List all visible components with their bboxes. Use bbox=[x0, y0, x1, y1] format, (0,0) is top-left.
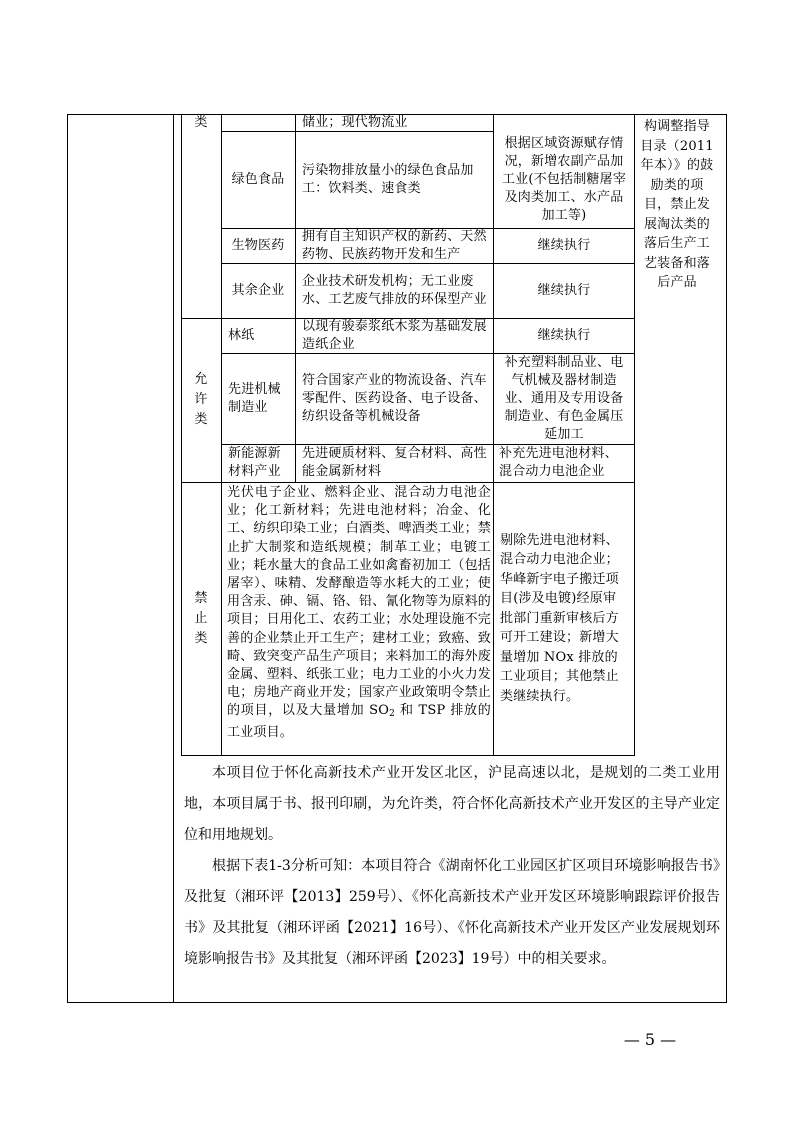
forbidden-desc-tail: 和 TSP 排放的工业项目。 bbox=[227, 703, 491, 740]
inner-col-divider-2 bbox=[295, 114, 296, 482]
allowed-row-1-desc: 符合国家产业的物流设备、汽车零配件、医药设备、电子设备、纺织设备等机械设备 bbox=[302, 372, 487, 424]
row-line-8 bbox=[181, 755, 634, 756]
forbidden-desc-subscript: 2 bbox=[389, 709, 396, 720]
outer-right-border bbox=[726, 114, 727, 1003]
page-number: — 5 — bbox=[623, 1030, 677, 1049]
allowed-row-0-industry: 林纸 bbox=[228, 327, 255, 343]
outer-bottom-border bbox=[67, 1002, 727, 1003]
row-1-adjust: 根据区域资源赋存情况，新增农副产品加工业(不包括制糖屠宰及肉类加工、水产品加工等) bbox=[501, 135, 627, 223]
row-3-industry: 其余企业 bbox=[231, 282, 285, 298]
allowed-row-2-adjust: 补充先进电池材料、混合动力电池企业 bbox=[499, 446, 618, 479]
inner-left-border bbox=[181, 114, 182, 756]
allowed-row-0-desc: 以现有骏泰浆纸木浆为基础发展造纸企业 bbox=[302, 318, 487, 352]
forbidden-category: 禁止类 bbox=[194, 590, 208, 646]
row-3-desc: 企业技术研发机构；无工业废水、工艺废气排放的环保型产业 bbox=[302, 273, 487, 307]
forbidden-desc-main: 光伏电子企业、燃料企业、混合动力电池企业；化工新材料；先进电池材料；冶金、化工、纺织印染工业；白酒类、啤酒类工业；禁止扩大制浆和造纸规模；制革工业；电镀工业；耗水量大的食品工业如禽畜初加工（包括屠宰）、味精、发酵酿造等水耗大的工业；使用含汞、砷、镉、铬、铅、氰化物等为原料的项目；日用化工、农药工业；水处理设施不完善的企业禁止开工生产；建材工业；致癌、致畸、致突变产品生产项目；来料加工的海外废金属、塑料、纸张工业；电力工业的小火力发电；房地产商业开发；国家产业政策明令禁止的项目，以及大量增加 SO bbox=[227, 485, 492, 719]
paragraph-1: 本项目位于怀化高新技术产业开发区北区，沪昆高速以北，是规划的二类工业用地，本项目属于书、报刊印刷，为允许类，符合怀化高新技术产业开发区的主导产业定位和用地规划。 bbox=[184, 765, 720, 843]
allowed-row-1-adjust: 补充塑料制品业、电气机械及器材制造业、通用及专用设备制造业、有色金属压延加工 bbox=[504, 354, 624, 442]
right-note: 构调整指导目录（2011年本）》的鼓励类的项目，禁止发展淘汰类的落后生产工艺装备和落后产品 bbox=[640, 119, 714, 290]
outer-divider bbox=[173, 114, 174, 1003]
row-0-desc: 储业；现代物流业 bbox=[302, 115, 408, 130]
inner-col-divider-4 bbox=[634, 114, 635, 756]
paragraph-2: 根据下表1-3分析可知：本项目符合《湖南怀化工业园区扩区项目环境影响报告书》及批复（湘环评【2013】259号）、《怀化高新技术产业开发区环境影响跟踪评价报告书》及其批复（湘环评函【2021】16号）、《怀化高新技术产业开发区产业发展规划环境影响报告书》及其批复（湘环评函【2023】19号）中的相关要求。 bbox=[184, 858, 720, 967]
allowed-row-0-adjust: 继续执行 bbox=[537, 327, 591, 343]
row-3-adjust: 继续执行 bbox=[537, 282, 591, 298]
row-2-desc: 拥有自主知识产权的新药、天然药物、民族药物开发和生产 bbox=[302, 228, 487, 262]
allowed-row-1-industry: 先进机械制造业 bbox=[228, 381, 281, 415]
row-2-industry: 生物医药 bbox=[231, 237, 285, 253]
allowed-row-2-desc: 先进硬质材料、复合材料、高性能金属新材料 bbox=[302, 446, 487, 479]
allowed-category: 允许类 bbox=[194, 372, 208, 427]
row-2-adjust: 继续执行 bbox=[537, 237, 591, 253]
allowed-row-2-industry: 新能源新材料产业 bbox=[228, 446, 281, 479]
row-1-industry: 绿色食品 bbox=[231, 171, 285, 187]
outer-left-border bbox=[67, 114, 68, 1003]
forbidden-adjust: 剔除先进电池材料、混合动力电池企业；华峰新宇电子搬迁项目(涉及电镀)经原审批部门重新审核后方可开工建设；新增大量增加 NOx 排放的工业项目；其他禁止类继续执行。 bbox=[500, 532, 619, 704]
top-category-tail: 类 bbox=[194, 115, 208, 130]
inner-col-divider-3 bbox=[493, 114, 494, 756]
row-1-desc: 污染物排放量小的绿色食品加工：饮料类、速食类 bbox=[302, 162, 474, 196]
forbidden-desc bbox=[227, 484, 491, 742]
